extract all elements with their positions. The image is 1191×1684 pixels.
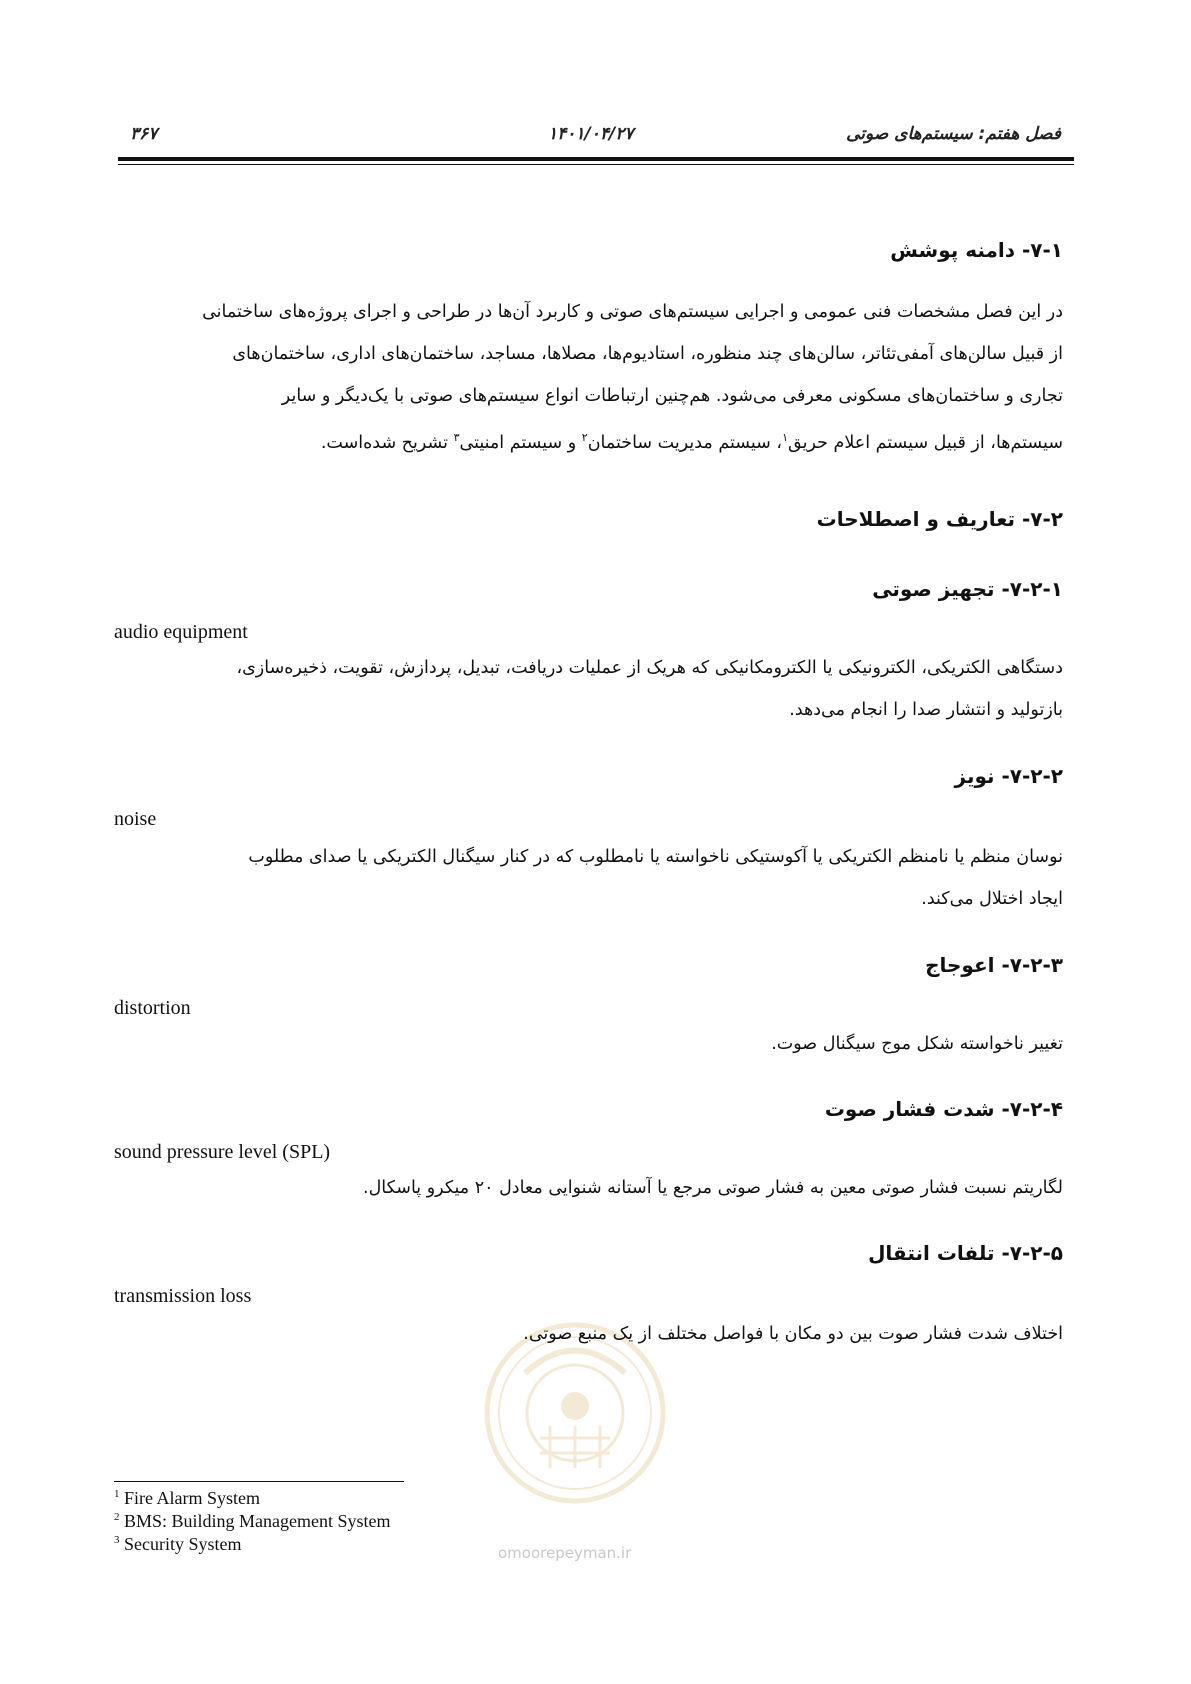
footnote-3-text: Security System bbox=[124, 1534, 242, 1554]
definition-audio-equipment-line-1: دستگاهی الکتریکی، الکترونیکی یا الکترومکانیکی که هریک از عملیات دریافت، تبدیل، پردازش، تقویت، ذخیره‌سازی، bbox=[236, 658, 1063, 678]
term-en-spl: sound pressure level (SPL) bbox=[114, 1141, 331, 1163]
scope-line-4-part-a: سیستم‌ها، از قبیل سیستم اعلام حریق bbox=[787, 432, 1063, 453]
section-heading-definitions: ۷-۲- تعاریف و اصطلاحات bbox=[816, 507, 1063, 531]
footnote-ref-2: ۲ bbox=[581, 431, 588, 444]
chapter-title: فصل هفتم: سیستم‌های صوتی bbox=[846, 124, 1061, 144]
footnote-2-text: BMS: Building Management System bbox=[124, 1511, 391, 1531]
scope-line-4-part-d: تشریح شده‌است. bbox=[320, 432, 454, 453]
scope-line-4-part-b: ، سیستم مدیریت ساختمان bbox=[587, 432, 783, 453]
page-number: ۳۶۷ bbox=[130, 124, 158, 144]
scope-line-2: از قبیل سالن‌های آمفی‌تئاتر، سالن‌های چند منظوره، استادیوم‌ها، مصلاها، مساجد، ساختمان‌های اداری، ساختمان‌های bbox=[232, 344, 1063, 364]
definition-heading-transmission-loss: ۷-۲-۵- تلفات انتقال bbox=[868, 1241, 1063, 1265]
footnote-1-number: 1 bbox=[114, 1488, 120, 1500]
definition-noise-line-2: ایجاد اختلال می‌کند. bbox=[921, 889, 1063, 909]
header-date: ۱۴۰۱/۰۴/۲۷ bbox=[548, 124, 634, 144]
footnote-ref-1: ۱ bbox=[782, 431, 788, 444]
scope-line-1: در این فصل مشخصات فنی عمومی و اجرایی سیستم‌های صوتی و کاربرد آن‌ها در طراحی و اجرای پروژه‌های ساختمانی bbox=[202, 302, 1063, 322]
footnote-separator bbox=[114, 1481, 404, 1482]
definition-spl-line-1: لگاریتم نسبت فشار صوتی معین به فشار صوتی مرجع یا آستانه شنوایی معادل ۲۰ میکرو پاسکال. bbox=[363, 1178, 1063, 1198]
scope-line-4 bbox=[114, 417, 1063, 464]
footnote-2-number: 2 bbox=[114, 1511, 120, 1523]
term-en-distortion: distortion bbox=[114, 997, 191, 1019]
definition-transmission-loss-line-1: اختلاف شدت فشار صوت بین دو مکان با فواصل مختلف از یک منبع صوتی. bbox=[523, 1324, 1063, 1344]
scope-line-3: تجاری و ساختمان‌های مسکونی معرفی می‌شود. هم‌چنین ارتباطات انواع سیستم‌های صوتی با یک‌دیگر و سایر bbox=[281, 386, 1063, 406]
definition-heading-audio-equipment: ۷-۲-۱- تجهیز صوتی bbox=[872, 577, 1063, 601]
header-rule-thin bbox=[118, 164, 1074, 165]
footnote-ref-3: ۳ bbox=[453, 431, 460, 444]
definition-heading-distortion: ۷-۲-۳- اعوجاج bbox=[925, 953, 1063, 977]
footnote-1-text: Fire Alarm System bbox=[124, 1488, 260, 1508]
footnote-3 bbox=[114, 1534, 242, 1555]
footnote-1 bbox=[114, 1488, 260, 1509]
term-en-noise: noise bbox=[114, 808, 157, 830]
header-rule-thick bbox=[118, 157, 1074, 161]
watermark-url: omoorepeyman.ir bbox=[498, 1544, 632, 1562]
term-en-audio-equipment: audio equipment bbox=[114, 621, 248, 643]
definition-heading-noise: ۷-۲-۲- نویز bbox=[954, 764, 1063, 788]
definition-distortion-line-1: تغییر ناخواسته شکل موج سیگنال صوت. bbox=[771, 1034, 1063, 1054]
term-en-transmission-loss: transmission loss bbox=[114, 1285, 252, 1307]
scope-line-4-part-c: و سیستم امنیتی bbox=[459, 432, 582, 453]
footnote-3-number: 3 bbox=[114, 1534, 120, 1546]
section-heading-scope: ۷-۱- دامنه پوشش bbox=[890, 238, 1063, 262]
definition-audio-equipment-line-2: بازتولید و انتشار صدا را انجام می‌دهد. bbox=[789, 700, 1063, 720]
footnote-2 bbox=[114, 1511, 391, 1532]
definition-heading-spl: ۷-۲-۴- شدت فشار صوت bbox=[824, 1097, 1063, 1121]
definition-noise-line-1: نوسان منظم یا نامنظم الکتریکی یا آکوستیکی ناخواسته یا نامطلوب که در کنار سیگنال الکتریکی یا صدای مطلوب bbox=[248, 847, 1063, 867]
